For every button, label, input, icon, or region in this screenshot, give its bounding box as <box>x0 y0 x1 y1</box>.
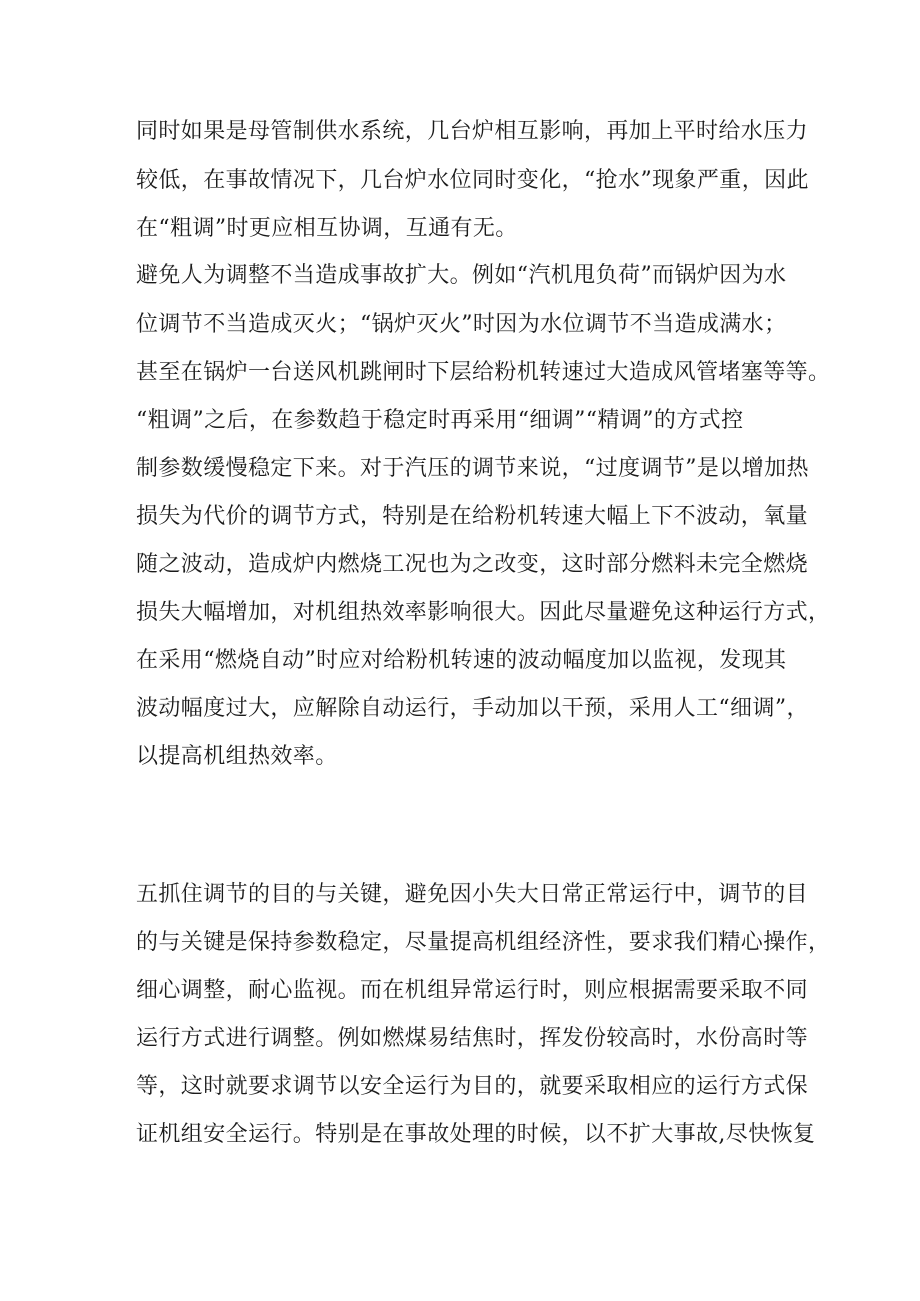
paragraph-3-line-8: 以提高机组热效率。 <box>136 744 338 769</box>
paragraph-2-line-1: 避免人为调整不当造成事故扩大。例如“汽机甩负荷”而锅炉因为水 <box>136 263 787 288</box>
paragraph-3-line-2: 制参数缓慢稳定下来。对于汽压的调节来说，“过度调节”是以增加热 <box>136 456 809 481</box>
paragraph-4-line-6: 证机组安全运行。特别是在事故处理的时候，以不扩大事故,尽快恢复 <box>136 1122 816 1147</box>
paragraph-3-line-4: 随之波动，造成炉内燃烧工况也为之改变，这时部分燃料未完全燃烧 <box>136 552 809 577</box>
paragraph-4-line-1: 五抓住调节的目的与关键，避免因小失大日常正常运行中，调节的目 <box>136 882 809 907</box>
paragraph-4-line-2: 的与关键是保持参数稳定，尽量提高机组经济性，要求我们精心操作， <box>136 930 831 955</box>
paragraph-1-line-3: 在“粗调”时更应相互协调，互通有无。 <box>136 216 518 241</box>
paragraph-4-line-5: 等，这时就要求调节以安全运行为目的，就要采取相应的运行方式保 <box>136 1074 809 1099</box>
paragraph-1-line-1: 同时如果是母管制供水系统，几台炉相互影响，再加上平时给水压力 <box>136 119 809 144</box>
paragraph-3-line-5: 损失大幅增加，对机组热效率影响很大。因此尽量避免这种运行方式， <box>136 600 831 625</box>
paragraph-3-line-6: 在采用“燃烧自动”时应对给粉机转速的波动幅度加以监视，发现其 <box>136 648 787 673</box>
paragraph-4-line-4: 运行方式进行调整。例如燃煤易结焦时，挥发份较高时，水份高时等 <box>136 1026 809 1051</box>
paragraph-2-line-3: 甚至在锅炉一台送风机跳闸时下层给粉机转速过大造成风管堵塞等等。 <box>136 360 831 385</box>
paragraph-3-line-3: 损失为代价的调节方式，特别是在给粉机转速大幅上下不波动，氧量 <box>136 504 809 529</box>
paragraph-3-line-7: 波动幅度过大，应解除自动运行，手动加以干预，采用人工“细调”， <box>136 696 809 721</box>
paragraph-4-line-3: 细心调整，耐心监视。而在机组异常运行时，则应根据需要采取不同 <box>136 978 809 1003</box>
paragraph-1-line-2: 较低，在事故情况下，几台炉水位同时变化，“抢水”现象严重，因此 <box>136 168 809 193</box>
paragraph-3-line-1: “粗调”之后，在参数趋于稳定时再采用“细调”“精调”的方式控 <box>136 408 744 433</box>
paragraph-2-line-2: 位调节不当造成灭火；“锅炉灭火”时因为水位调节不当造成满水； <box>136 312 787 337</box>
